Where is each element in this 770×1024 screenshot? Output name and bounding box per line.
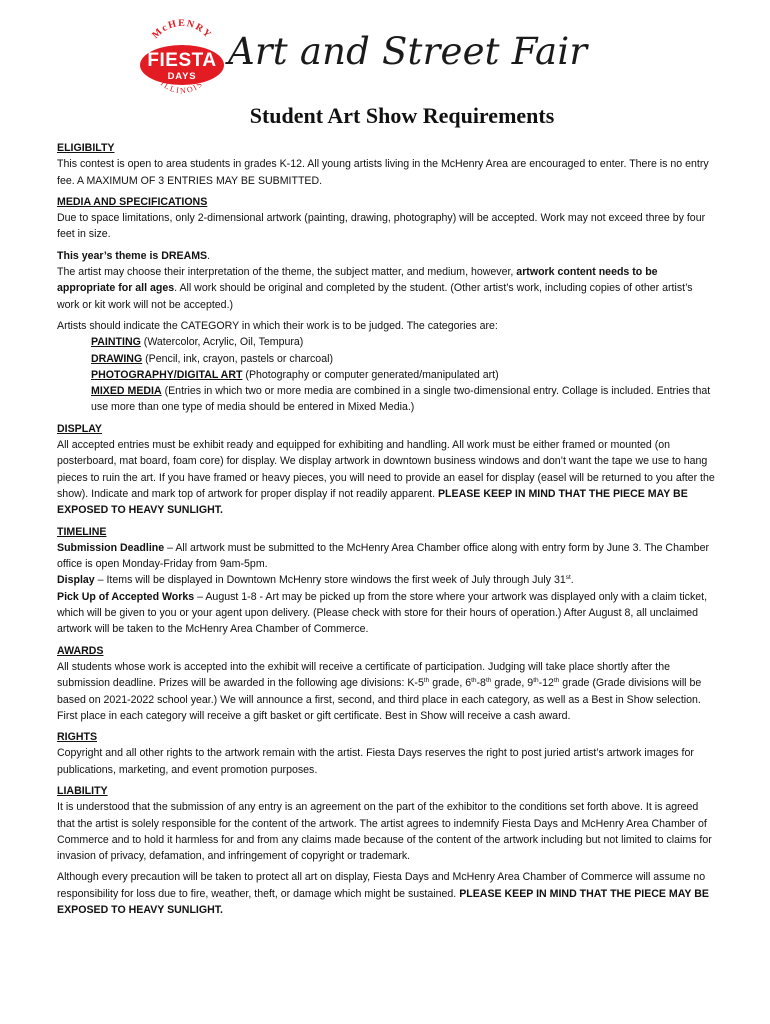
media-section <box>57 194 717 243</box>
category-list <box>57 334 717 415</box>
eligibility-text: This contest is open to area students in grades K-12. All young artists living in the McHenry Area are encouraged to enter. There is no entry fee. A MAXIMUM OF 3 ENTRIES MAY BE SUBMITTED. <box>57 158 709 187</box>
fiesta-days-logo <box>136 14 228 106</box>
display-heading: DISPLAY <box>57 422 102 435</box>
eligibility-heading: ELIGIBILTY <box>57 142 115 154</box>
liability-closing-text: Although every precaution will be taken to protect all art on display, Fiesta Days and McHenry Area Chamber of Commerce will assume no responsibility for loss due to fire, weather, theft, or damage which might be sustained. <box>57 871 706 900</box>
categories-intro: Artists should indicate the CATEGORY in which their work is to be judged. The categories are: <box>57 319 498 332</box>
categories-section <box>57 318 717 416</box>
category-item-drawing <box>91 351 717 367</box>
display-sunlight-warning: PLEASE KEEP IN MIND THAT THE PIECE MAY BE EXPOSED TO HEAVY SUNLIGHT. <box>57 487 688 517</box>
rights-heading: RIGHTS <box>57 731 98 744</box>
pickup-text: – August 1-8 - Art may be picked up from the store where your artwork was displayed only with a claim ticket, which will be given to you or your agent upon delivery. (Please check with store for their hours of operation.) After August 8, all unclaimed artwork will be taken to the McHenry Area Chamber of Commerce. <box>57 590 708 636</box>
submission-deadline-label: Submission Deadline <box>57 541 165 554</box>
liability-text: It is understood that the submission of any entry is an agreement on the part of the exhibitor to the conditions set forth above. It is agreed that the artist is solely responsible for the content of the artwork. The artist agrees to indemnify Fiesta Days and McHenry Area Chamber of Commerce and to hold it harmless for and from any claims made because of the content of the artwork including but not limited to claims for invasion of privacy, defamation, and infringement of copyright or trademark. <box>57 801 712 863</box>
category-name: DRAWING <box>91 352 143 365</box>
ordinal-suffix: th <box>533 677 539 685</box>
display-period-end: . <box>570 574 574 587</box>
awards-text-part: grade (Grade divisions will be based on 2021-2022 school year.) We will announce a first, second, and third place in each category, as well as a Best in Show selection. First place in each category will receive a gift basket or gift certificate. Best in Show will receive a cash award. <box>57 677 702 722</box>
logo-main-text: FIESTA <box>147 50 217 71</box>
ordinal-suffix: th <box>471 677 477 685</box>
category-item-photography <box>91 367 717 383</box>
theme-text-end: . All work should be original and completed by the student. (Other artist’s work, including copies of other artist’s work or kit work will not be accepted.) <box>57 282 693 311</box>
submission-deadline-text: – All artwork must be submitted to the McHenry Area Chamber office along with entry form by June 3. The Chamber office is open Monday-Friday from 9am-5pm. <box>57 541 709 571</box>
logo-sub-text: DAYS <box>167 71 197 82</box>
rights-text: Copyright and all other rights to the artwork remain with the artist. Fiesta Days reserves the right to post juried artist’s artwork images for publications, marketing, and event promotion purposes. <box>57 747 694 776</box>
theme-heading-period: . <box>207 249 211 262</box>
category-description: (Entries in which two or more media are combined in a single two-dimensional entry. Collage is included. Entries that use more than one type of media should be entered in Mixed Media.) <box>91 385 711 414</box>
awards-heading: AWARDS <box>57 644 104 657</box>
category-description: (Photography or computer generated/manipulated art) <box>242 368 499 381</box>
timeline-section <box>57 524 717 638</box>
category-name: PAINTING <box>91 336 141 349</box>
display-period-label: Display <box>57 574 95 587</box>
category-item-painting <box>91 334 717 350</box>
document-title: Student Art Show Requirements <box>249 103 555 128</box>
category-description: (Watercolor, Acrylic, Oil, Tempura) <box>140 336 304 349</box>
liability-section <box>57 783 717 918</box>
awards-text-part: -12 <box>538 677 554 690</box>
rights-section <box>57 729 717 778</box>
category-description: (Pencil, ink, crayon, pastels or charcoal) <box>142 352 333 365</box>
theme-section <box>57 248 717 313</box>
display-period-text: – Items will be displayed in Downtown McHenry store windows the first week of July through July 31 <box>94 574 566 587</box>
ordinal-suffix: th <box>423 677 430 685</box>
ordinal-suffix: th <box>485 677 492 685</box>
liability-sunlight-warning: PLEASE KEEP IN MIND THAT THE PIECE MAY BE EXPOSED TO HEAVY SUNLIGHT. <box>57 887 709 917</box>
liability-heading: LIABILITY <box>57 784 108 797</box>
awards-text-part: All students whose work is accepted into the exhibit will receive a certificate of participation. Judging will take place shortly after the submission deadline. Prizes will be awarded in the following age divisions: K-5 <box>57 660 670 690</box>
eligibility-section <box>57 140 717 189</box>
event-title: Art and Street Fair <box>228 30 588 73</box>
category-item-mixed-media <box>91 383 717 416</box>
awards-section <box>57 643 717 724</box>
awards-text-part: -8 <box>476 677 486 690</box>
media-heading: MEDIA AND SPECIFICATIONS <box>57 195 208 208</box>
category-name: PHOTOGRAPHY/DIGITAL ART <box>91 368 243 381</box>
media-text: Due to space limitations, only 2-dimensional artwork (painting, drawing, photography) will be accepted. Work may not exceed three by four feet in size. <box>57 212 706 241</box>
timeline-heading: TIMELINE <box>57 525 107 538</box>
logo-top-text: McHENRY <box>150 17 214 42</box>
document-body <box>57 140 717 918</box>
theme-content-requirement: artwork content needs to be appropriate for all ages <box>57 266 658 295</box>
awards-text-part: grade, 9 <box>491 677 534 690</box>
awards-text <box>57 659 717 724</box>
ordinal-suffix: st <box>565 574 571 582</box>
theme-text-start: The artist may choose their interpretation of the theme, the subject matter, and medium, however, <box>57 266 517 279</box>
display-section <box>57 421 717 519</box>
logo-bottom-text: ILLINOIS <box>158 78 206 96</box>
awards-text-part: grade, 6 <box>429 677 472 690</box>
ordinal-suffix: th <box>553 677 560 685</box>
pickup-label: Pick Up of Accepted Works <box>57 590 195 603</box>
category-name: MIXED MEDIA <box>91 385 162 398</box>
theme-heading: This year’s theme is DREAMS <box>57 249 208 262</box>
display-text: All accepted entries must be exhibit ready and equipped for exhibiting and handling. All work must be either framed or mounted (on posterboard, mat board, foam core) for display. We display artwork in downtown business windows and don’t want the tape we use to hang pieces to ruin the art. If you have framed or heavy pieces, you will need to provide an easel for display (easel will be returned to you after the show). Indicate and mark top of artwork for proper display if not readily apparent. <box>57 439 715 500</box>
svg-text:McHENRY <box>150 18 214 41</box>
